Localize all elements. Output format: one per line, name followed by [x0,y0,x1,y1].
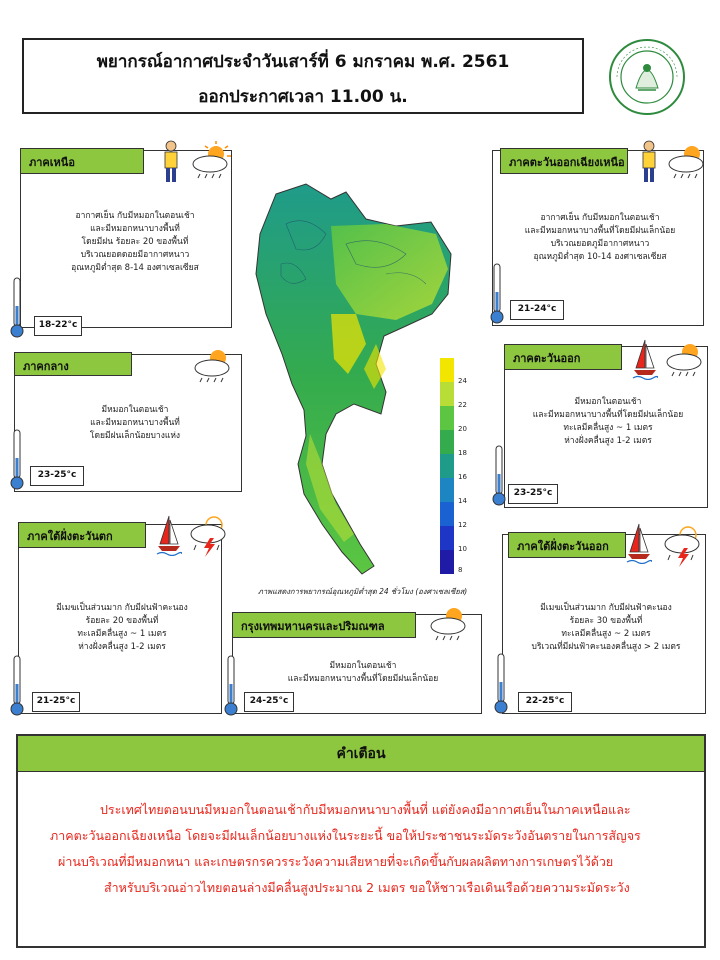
legend-label: 14 [458,497,467,505]
thailand-temperature-map [236,164,456,584]
thermometer-icon [492,444,506,508]
thunderstorm-cloud-icon [660,522,706,568]
thermometer-icon [224,654,238,718]
legend-color-swatch [440,454,454,478]
region-northeast-temp: 21-24°c [510,300,564,320]
region-north-line-0: อากาศเย็น กับมีหมอกในตอนเช้า [75,211,195,221]
region-south-east-line-1: ร้อยละ 30 ของพื้นที่ [569,616,643,626]
forecast-title: พยากรณ์อากาศประจำวันเสาร์ที่ 6 มกราคม พ.ศ. 2561 [96,52,510,72]
region-south-east-line-3: บริเวณที่มีฝนฟ้าคะนองคลื่นสูง > 2 เมตร [531,642,681,652]
legend-color-swatch [440,550,454,574]
region-central-line-0: มีหมอกในตอนเช้า [101,405,169,415]
thermometer-icon [490,262,504,326]
warning-line-1: ภาคตะวันออกเฉียงเหนือ โดยจะมีฝนเล็กน้อยบางแห่งในระยะนี้ ขอให้ประชาชนระมัดระวังอันตรายในการสัญจร [50,828,641,843]
thermometer-icon [494,652,508,716]
region-northeast-line-1: และมีหมอกหนาบางพื้นที่โดยมีฝนเล็กน้อย [524,226,676,236]
person-cold-icon [160,140,182,184]
region-south-west-line-3: ห่างฝั่งคลื่นสูง 1-2 เมตร [78,642,166,652]
region-south-west-title: ภาคใต้ฝั่งตะวันตก [18,522,146,548]
legend-color-swatch [440,382,454,406]
region-east-title: ภาคตะวันออก [504,344,622,370]
region-south-east-line-0: มีเมฆเป็นส่วนมาก กับมีฝนฟ้าคะนอง [540,603,672,613]
warning-line-3: สำหรับบริเวณอ่าวไทยตอนล่างมีคลื่นสูงประมาณ 2 เมตร ขอให้ชาวเรือเดินเรือด้วยความระมัดระวัง [104,880,630,895]
region-east-line-1: และมีหมอกหนาบางพื้นที่โดยมีฝนเล็กน้อย [532,410,684,420]
region-bangkok-temp: 24-25°c [244,692,294,712]
region-south-west-temp: 21-25°c [32,692,80,712]
region-north-title: ภาคเหนือ [20,148,144,174]
sailboat-icon [626,522,652,564]
thermometer-icon [10,428,24,492]
legend-label: 18 [458,449,467,457]
region-south-west-line-0: มีเมฆเป็นส่วนมาก กับมีฝนฟ้าคะนอง [56,603,188,613]
region-east-line-3: ห่างฝั่งคลื่นสูง 1-2 เมตร [564,436,652,446]
region-central-line-2: โดยมีฝนเล็กน้อยบางแห่ง [89,431,181,441]
region-south-east-temp: 22-25°c [518,692,572,712]
warning-title: คำเตือน [18,736,704,772]
legend-label: 8 [458,566,463,574]
legend-label: 12 [458,521,467,529]
region-northeast-title: ภาคตะวันออกเฉียงเหนือ [500,148,628,174]
region-south-east-line-2: ทะเลมีคลื่นสูง ~ 2 เมตร [561,629,651,639]
legend-label: 20 [458,425,467,433]
warning-line-2: ผ่านบริเวณที่มีหมอกหนา และเกษตรกรควรระวังความเสียหายที่จะเกิดขึ้นกับผลผลิตทางการเกษตรไว้ด้วย [58,854,614,869]
sailboat-icon [632,338,658,380]
region-east-line-0: มีหมอกในตอนเช้า [574,397,642,407]
sailboat-icon [156,514,182,556]
map-caption: ภาพแสดงการพยากรณ์อุณหภูมิต่ำสุด 24 ชั่วโมง (องศาเซลเซียส) [258,587,468,596]
thermometer-icon [10,276,24,340]
rain-cloud-sun-icon [190,344,236,388]
region-central-line-1: และมีหมอกหนาบางพื้นที่ [90,418,180,428]
region-north-temp: 18-22°c [34,316,82,336]
thermometer-icon [10,654,24,718]
region-south-west-line-2: ทะเลมีคลื่นสูง ~ 1 เมตร [77,629,167,639]
legend-color-swatch [440,358,454,382]
legend-color-swatch [440,478,454,502]
thunderstorm-cloud-icon [186,512,232,558]
color-legend [440,358,454,574]
legend-color-swatch [440,526,454,550]
legend-label: 16 [458,473,467,481]
issue-time: ออกประกาศเวลา 11.00 น. [198,87,408,107]
legend-color-swatch [440,502,454,526]
region-north-line-2: โดยมีฝน ร้อยละ 20 ของพื้นที่ [81,237,189,247]
region-bangkok-line-1: และมีหมอกหนาบางพื้นที่โดยมีฝนเล็กน้อย [287,674,439,684]
rain-cloud-sun-icon [426,602,472,646]
region-north-line-4: อุณหภูมิต่ำสุด 8-14 องศาเซลเซียส [71,263,199,273]
department-seal-icon [608,38,686,116]
region-northeast-line-3: อุณหภูมิต่ำสุด 10-14 องศาเซลเซียส [533,252,667,262]
warning-line-0: ประเทศไทยตอนบนมีหมอกในตอนเช้ากับมีหมอกหนาบางพื้นที่ แต่ยังคงมีอากาศเย็นในภาคเหนือและ [100,802,631,817]
region-east-temp: 23-25°c [508,484,558,504]
legend-color-swatch [440,406,454,430]
region-north-line-3: บริเวณยอดดอยมีอากาศหนาว [80,250,190,260]
region-south-east-title: ภาคใต้ฝั่งตะวันออก [508,532,626,558]
region-northeast-line-2: บริเวณยอดภูมีอากาศหนาว [550,239,650,249]
person-cold-icon [638,140,660,184]
region-central-temp: 23-25°c [30,466,84,486]
rain-cloud-sun-icon [664,140,710,184]
region-south-west-line-1: ร้อยละ 20 ของพื้นที่ [85,616,159,626]
rain-cloud-sun-icon [188,140,234,184]
region-bangkok-line-0: มีหมอกในตอนเช้า [329,661,397,671]
header-box [22,38,584,114]
legend-label: 22 [458,401,467,409]
region-east-line-2: ทะเลมีคลื่นสูง ~ 1 เมตร [563,423,653,433]
legend-label: 10 [458,545,467,553]
region-north-line-1: และมีหมอกหนาบางพื้นที่ [90,224,180,234]
region-bangkok-title: กรุงเทพมหานครและปริมณฑล [232,612,416,638]
legend-color-swatch [440,430,454,454]
legend-label: 24 [458,377,467,385]
rain-cloud-sun-icon [662,338,708,382]
region-northeast-line-0: อากาศเย็น กับมีหมอกในตอนเช้า [540,213,660,223]
region-central-title: ภาคกลาง [14,352,132,376]
